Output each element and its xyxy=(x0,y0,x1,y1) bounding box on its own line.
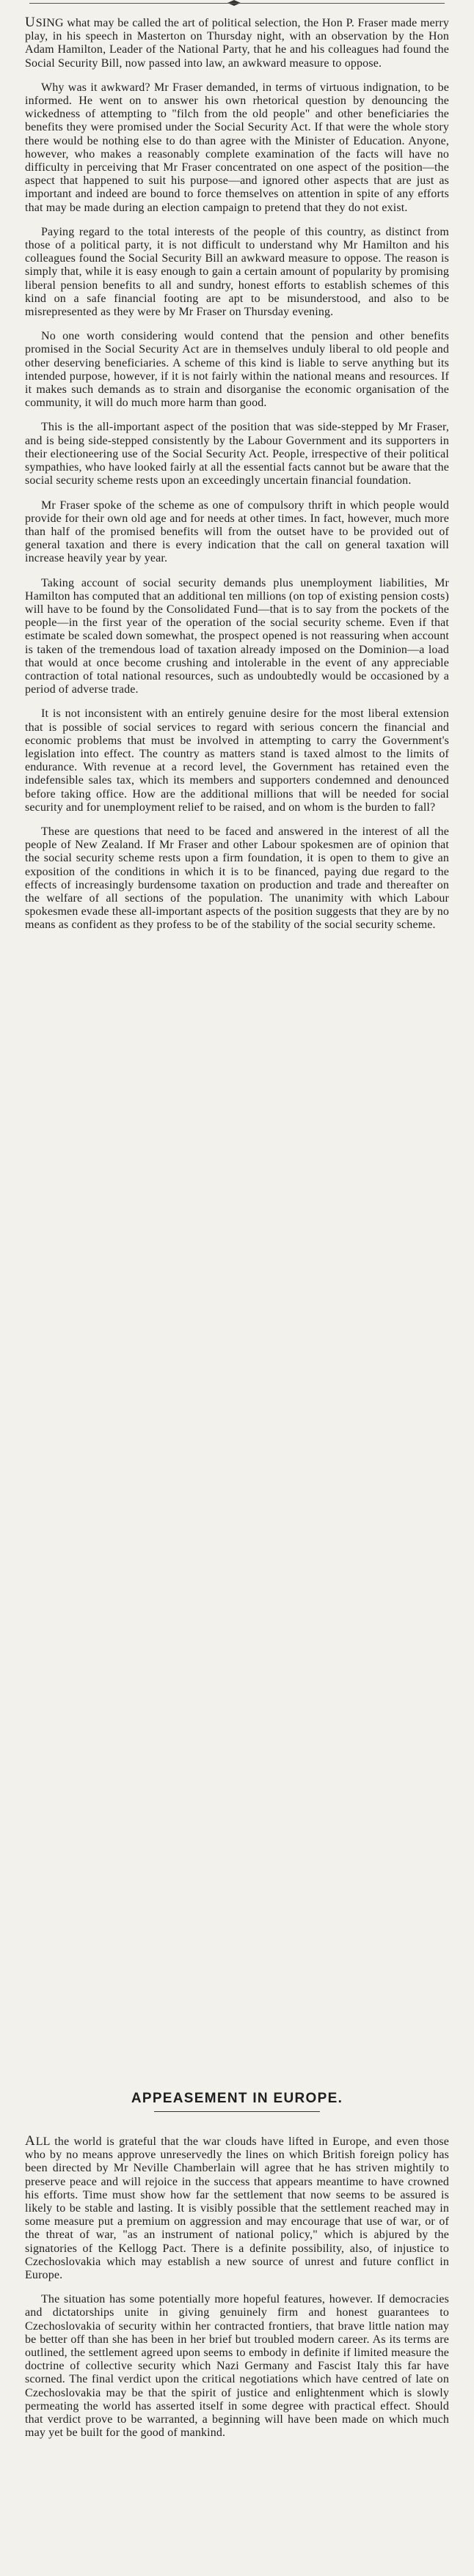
paragraph: Mr Fraser spoke of the scheme as one of compulsory thrift in which people would provide for their own old age and for needs at other times. In fact, however, much more than half of the promised benefits will from the outset have to be provided out of general taxation and there is every indication that the call on general taxation will increase heavily year by year. xyxy=(25,498,449,565)
editorial-appeasement xyxy=(25,2135,449,2451)
lead-letter: U xyxy=(25,15,36,30)
paragraph xyxy=(25,16,449,70)
headline-appeasement: APPEASEMENT IN EUROPE. xyxy=(131,2091,343,2106)
paragraph: Paying regard to the total interests of the people of this country, as distinct from those of a political party, it is not difficult to understand why Mr Hamilton and his colleagues found the Social Security Bill an awkward measure to oppose. The reason is simply that, while it is easy enough to gain a certain amount of popularity by promising liberal pension benefits to all and sundry, honest efforts to establish schemes of this kind on a safe financial footing are apt to be misunderstood, and also to be misrepresented as they were by Mr Fraser on Thursday evening. xyxy=(25,225,449,319)
paragraph: The situation has some potentially more hopeful features, however. If democracies and dictatorships unite in giving genuinely firm and honest guarantees to Czechoslovakia of security within her contracted frontiers, that brave little nation may be better off than she has been in her brief but troubled modern career. As its terms are outlined, the settlement agreed upon seems to embody in definite if limited measure the doctrine of collective security which Nazi Germany and Fascist Italy this far have scorned. The final verdict upon the critical negotiations which have centred of late on Czechoslovakia may be that the spirit of justice and enlightenment which is slowly permeating the world has asserted itself in some degree with practical effect. Should that verdict prove to be warranted, a beginning will have been made on which much may yet be built for the good of mankind. xyxy=(25,2293,449,2440)
paragraph-text: LL the world is grateful that the war clouds have lifted in Europe, and even those who by no means approve unreservedly the lines on which British foreign policy has been directed by Mr Neville Chamberlain will agree that he has striven mightily to preserve peace and will rejoice in the success that appears meantime to have crowned his efforts. Time must show how far the settlement that now seems to be assured is likely to be stable and lasting. It is visibly possible that the settlement reached may in some measure put a premium on aggression and may encourage that use of war, or of the threat of war, "as an instrument of national policy," which is abjured by the signatories of the Kellogg Pact. There is a definite possibility, also, of injustice to Czechoslovakia which may establish a new source of unrest and future conflict in Europe. xyxy=(25,2135,449,2282)
headline-rule xyxy=(154,2111,320,2112)
editorial-social-security xyxy=(25,16,449,943)
top-rule xyxy=(29,3,445,4)
paragraph-text: SING what may be called the art of political selection, the Hon P. Fraser made merry play, in his speech in Masterton on Thursday night, with an observation by the Hon Adam Hamilton, Leader of the National Party, that he and his colleagues had found the Social Security Bill, now passed into law, an awkward measure to oppose. xyxy=(25,17,449,70)
paragraph: It is not inconsistent with an entirely genuine desire for the most liberal extension that is possible of social services to regard with serious concern the financial and economic problems that must be involved in attempting to carry the Government's legislation into effect. The country as matters stand is taxed almost to the limits of endurance. With revenue at a record level, the Government has retained even the indefensible sales tax, which its members and supporters condemned and denounced before taking office. How are the additional millions that will be needed for social security and for unemployment relief to be raised, and on whom is the burden to fall? xyxy=(25,707,449,814)
paragraph xyxy=(25,2135,449,2282)
lead-letter: A xyxy=(25,2133,36,2149)
paragraph: No one worth considering would contend that the pension and other benefits promised in the Social Security Act are in themselves unduly liberal to old people and other deserving beneficiaries. A scheme of this kind is liable to serve anything but its intended purpose, however, if it is not fairly within the national means and resources. If it makes such demands as to strain and disorganise the economic organisation of the community, it will do much more harm than good. xyxy=(25,330,449,410)
paragraph: This is the all-important aspect of the position that was side-stepped by Mr Fraser, and is being side-stepped consistently by the Labour Government and its supporters in their electioneering use of the Social Security Act. People, irrespective of their political sympathies, who have looked fairly at all the essential facts cannot but be aware that the social security scheme rests upon an exceedingly uncertain financial foundation. xyxy=(25,421,449,487)
paragraph: Why was it awkward? Mr Fraser demanded, in terms of virtuous indignation, to be informed. He went on to answer his own rhetorical question by denouncing the wickedness of attempting to "filch from the old people" and other beneficiaries the benefits they were promised under the Social Security Act. If that were the whole story there would be nothing else to do than agree with the Minister of Education. Anyone, however, who makes a reasonably complete examination of the facts will have no difficulty in perceiving that Mr Fraser concentrated on one aspect of the position—the aspect that happened to suit his purpose—and ignored other aspects that are just as important and indeed are bound to force themselves on attention in spite of any efforts that may be made during an election campaign to pretend that they do not exist. xyxy=(25,81,449,214)
paragraph: Taking account of social security demands plus unemployment liabilities, Mr Hamilton has computed that an additional ten millions (on top of existing pension costs) will have to be found by the Consolidated Fund—that is to say from the pockets of the people—in the first year of the operation of the social security scheme. Even if that estimate be scaled down somewhat, the prospect opened is not reassuring when account is taken of the tremendous load of taxation already imposed on the Dominion—a load that would at once become crushing and intolerable in the event of any appreciable contraction of total national resources, such as undoubtedly would be occasioned by a period of adverse trade. xyxy=(25,576,450,696)
paragraph: These are questions that need to be faced and answered in the interest of all the people of New Zealand. If Mr Fraser and other Labour spokesmen are of opinion that the social security scheme rests upon a firm foundation, it is open to them to give an exposition of the conditions in which it is to be financed, paying due regard to the effects of increasingly burdensome taxation on production and trade and thereafter on the welfare of all sections of the population. The unanimity with which Labour spokesmen evade these all-important aspects of the position suggests that they are by no means as confident as they profess to be of the stability of the social security scheme. xyxy=(25,825,449,932)
